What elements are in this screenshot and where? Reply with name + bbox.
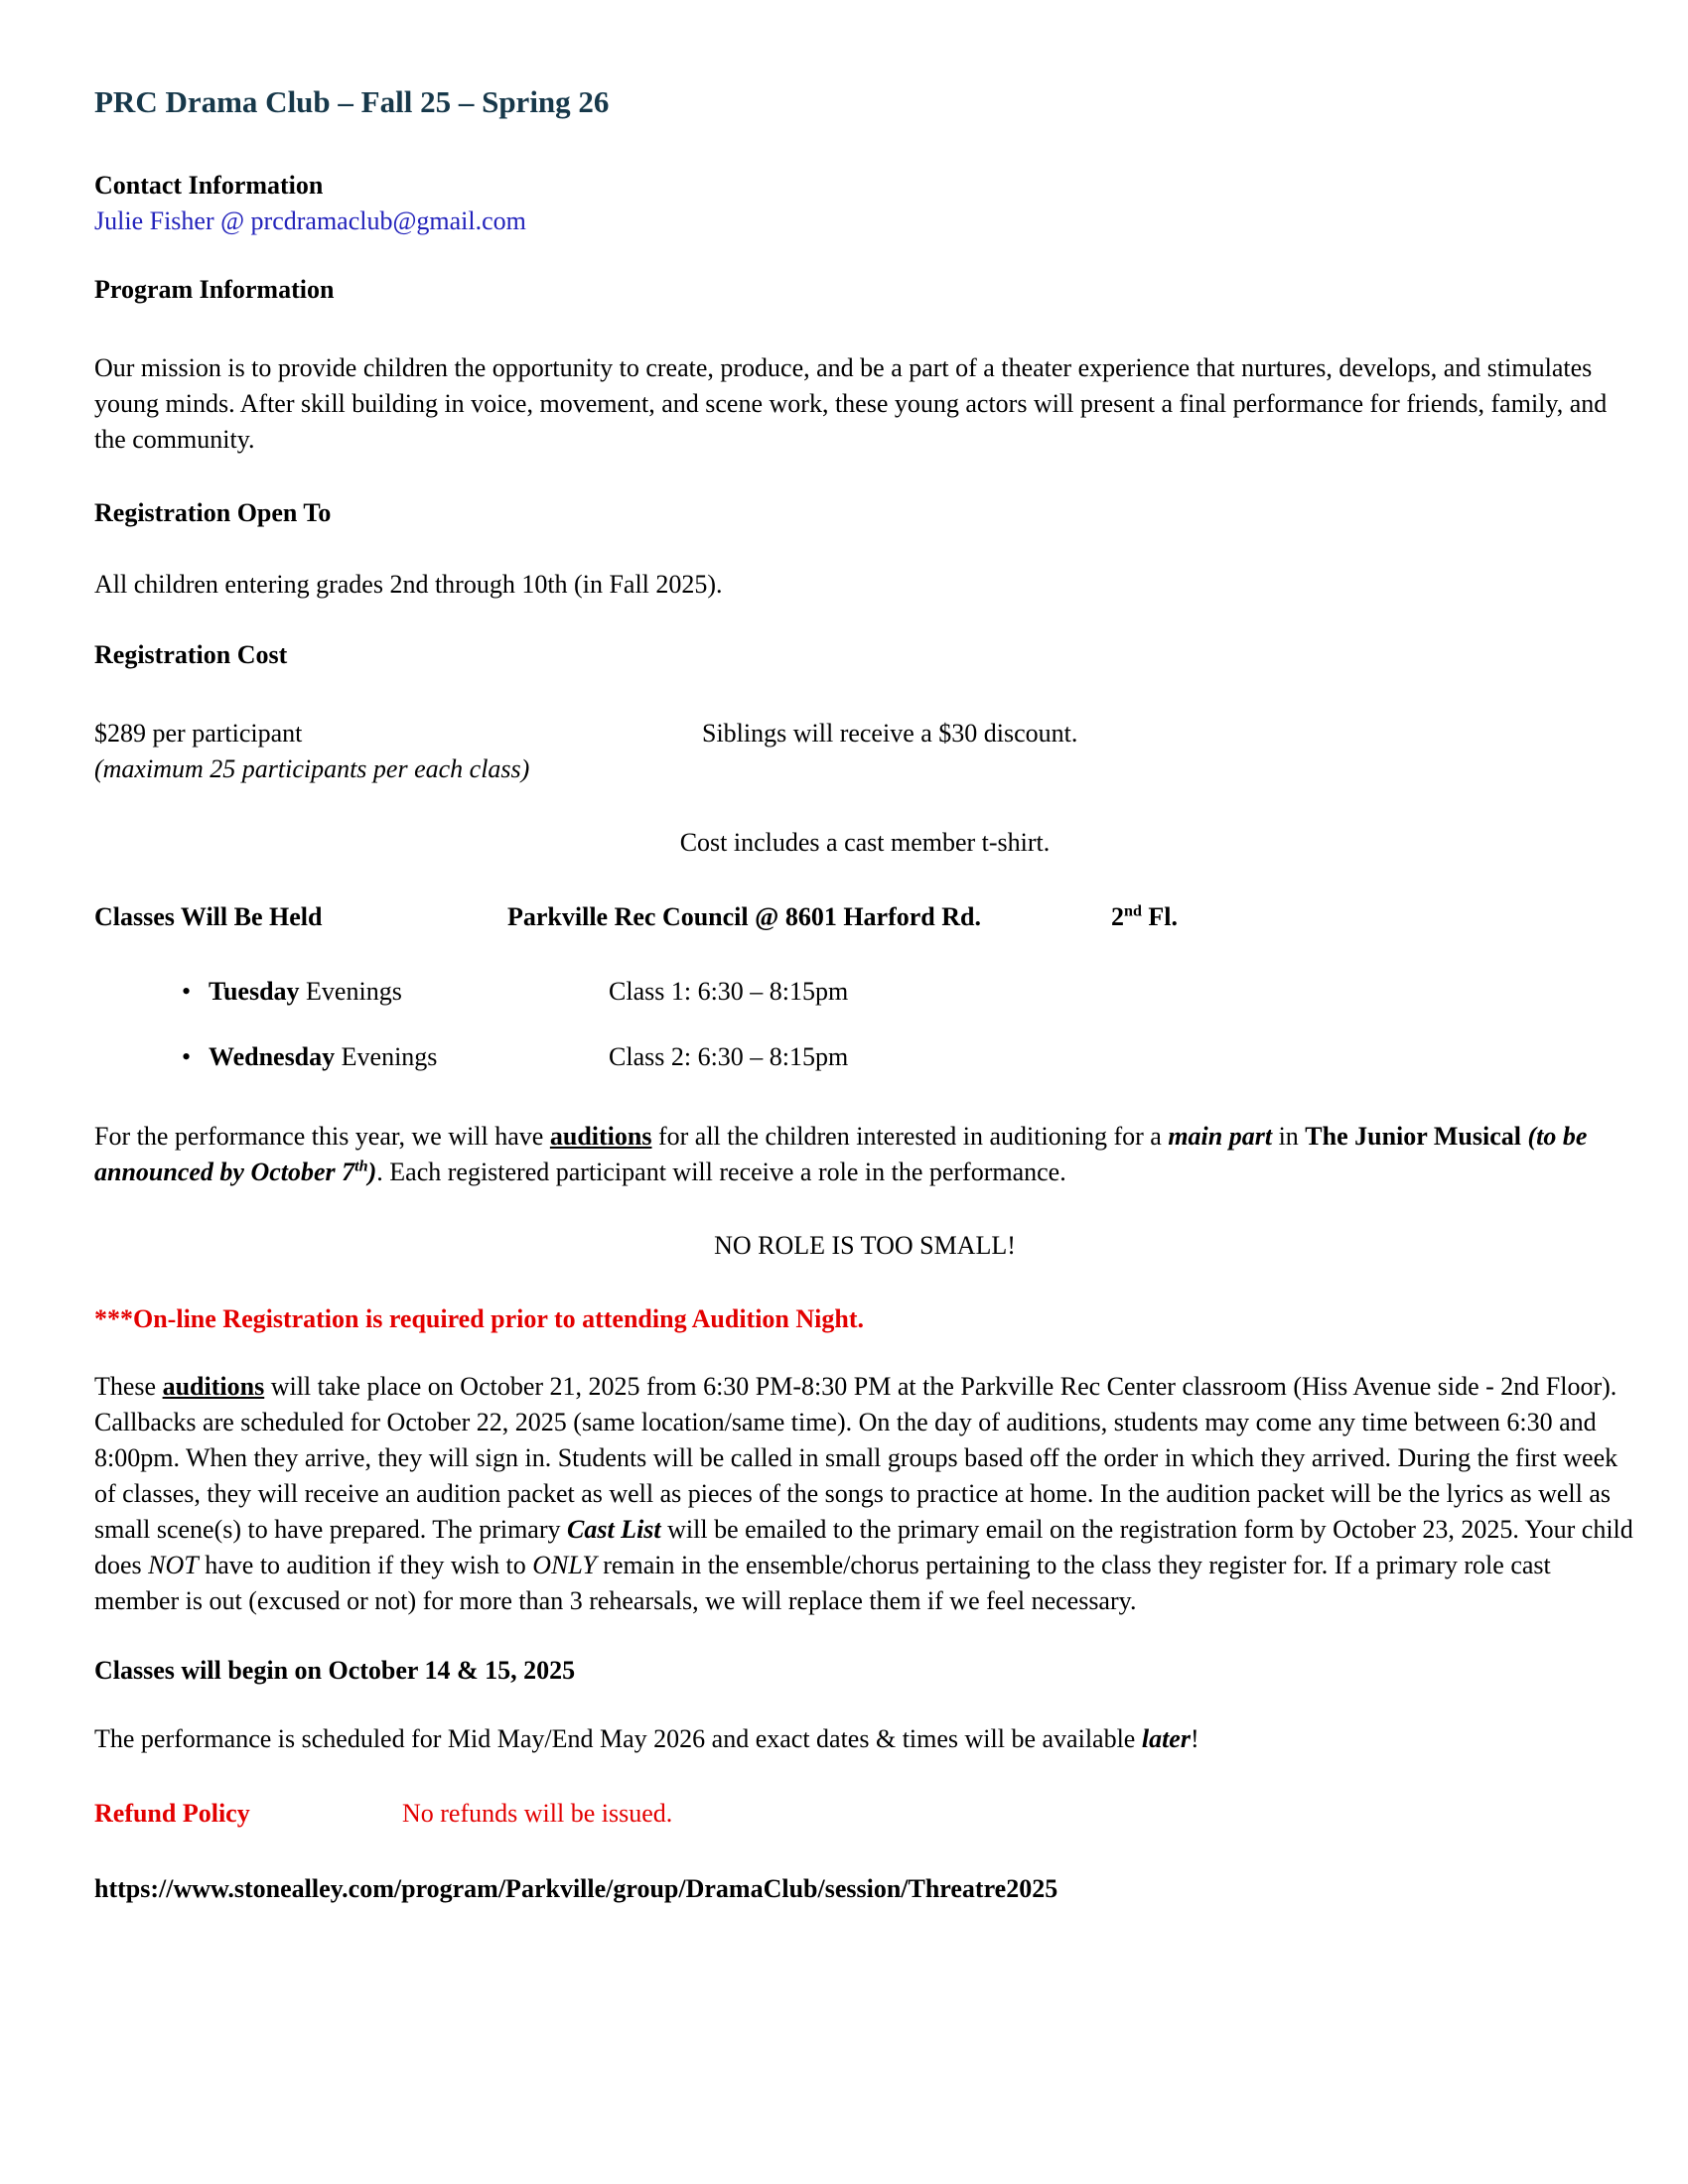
schedule-day: Tuesday [209, 977, 300, 1006]
contact-email-line [94, 204, 1635, 239]
junior-musical-bold: The Junior Musical [1305, 1122, 1528, 1151]
cast-list-emphasis: Cast List [567, 1515, 661, 1544]
schedule-time: Class 1: 6:30 – 8:15pm [609, 977, 849, 1006]
sibling-discount-note: Siblings will receive a $30 discount. [702, 719, 1078, 748]
registration-url: https://www.stonealley.com/program/Parkville/group/DramaClub/session/Threatre2025 [94, 1874, 1058, 1903]
online-registration-notice: ***On-line Registration is required prior to attending Audition Night. [94, 1304, 865, 1333]
auditions-underlined: auditions [162, 1372, 265, 1401]
no-role-line: NO ROLE IS TOO SMALL! [714, 1231, 1016, 1260]
classes-held-heading: Classes Will Be Held [94, 902, 323, 931]
registration-open-body: All children entering grades 2nd through 10th (in Fall 2025). [94, 570, 723, 599]
price-per-participant: $289 per participant [94, 719, 303, 748]
not-emphasis: NOT [148, 1551, 199, 1579]
classes-floor: 2nd Fl. [1111, 902, 1179, 931]
auditions-intro-paragraph: For the performance this year, we will have auditions for all the children interested in auditioning for a main part in The Junior Musical (to be announced by October 7th). Each registered participant will receive a role in the performance. [94, 1122, 1588, 1186]
document-page [94, 81, 1635, 1907]
schedule-time: Class 2: 6:30 – 8:15pm [609, 1042, 849, 1071]
email-link[interactable]: Julie Fisher @ prcdramaclub@gmail.com [94, 206, 526, 235]
mission-paragraph: Our mission is to provide children the opportunity to create, produce, and be a part of a theater experience that nurtures, develops, and stimulates young minds. After skill building in voice, movement, and scene work, these young actors will present a final performance for friends, family, and the community. [94, 353, 1608, 454]
schedule-day-rest: Evenings [299, 977, 402, 1006]
program-heading: Program Information [94, 275, 335, 304]
tshirt-note: Cost includes a cast member t-shirt. [679, 828, 1051, 857]
audition-details-paragraph: These auditions will take place on October 21, 2025 from 6:30 PM-8:30 PM at the Parkville Rec Center classroom (Hiss Avenue side - 2nd Floor). Callbacks are scheduled for October 22, 2025 (same location/same time). On the day of auditions, students may come any time between 6:30 and 8:00pm. When they arrive, they will sign in. Students will be called in small groups based off the order in which they arrived. During the first week of classes, they will receive an audition packet as well as pieces of the songs to practice at home. In the audition packet will be the lyrics as well as small scene(s) to have prepared. The primary Cast List will be emailed to the primary email on the registration form by October 23, 2025. Your child does NOT have to audition if they wish to ONLY remain in the ensemble/chorus pertaining to the class they register for. If a primary role cast member is out (excused or not) for more than 3 rehearsals, we will replace them if we feel necessary. [94, 1372, 1633, 1615]
max-participants-note: (maximum 25 participants per each class) [94, 754, 530, 783]
schedule-row-tuesday [94, 974, 1635, 1010]
refund-policy-heading: Refund Policy [94, 1799, 250, 1828]
classes-held-row [94, 899, 1635, 935]
refund-policy-body: No refunds will be issued. [402, 1799, 673, 1828]
classes-location: Parkville Rec Council @ 8601 Harford Rd. [507, 902, 981, 931]
classes-begin-line: Classes will begin on October 14 & 15, 2025 [94, 1656, 576, 1685]
bullet-icon: • [182, 977, 192, 1006]
performance-line: The performance is scheduled for Mid May/End May 2026 and exact dates & times will be available later! [94, 1724, 1199, 1753]
refund-row [94, 1796, 1635, 1832]
registration-open-heading: Registration Open To [94, 498, 332, 527]
schedule-day: Wednesday [209, 1042, 336, 1071]
price-row [94, 716, 1635, 751]
contact-heading: Contact Information [94, 171, 324, 200]
auditions-underlined: auditions [549, 1122, 652, 1151]
schedule-day-rest: Evenings [335, 1042, 438, 1071]
main-part-emphasis: main part [1168, 1122, 1273, 1151]
only-emphasis: ONLY [532, 1551, 597, 1579]
later-emphasis: later [1141, 1724, 1191, 1753]
bullet-icon: • [182, 1042, 192, 1071]
schedule-row-wednesday [94, 1039, 1635, 1075]
page-title: PRC Drama Club – Fall 25 – Spring 26 [94, 84, 610, 119]
registration-cost-heading: Registration Cost [94, 640, 288, 669]
